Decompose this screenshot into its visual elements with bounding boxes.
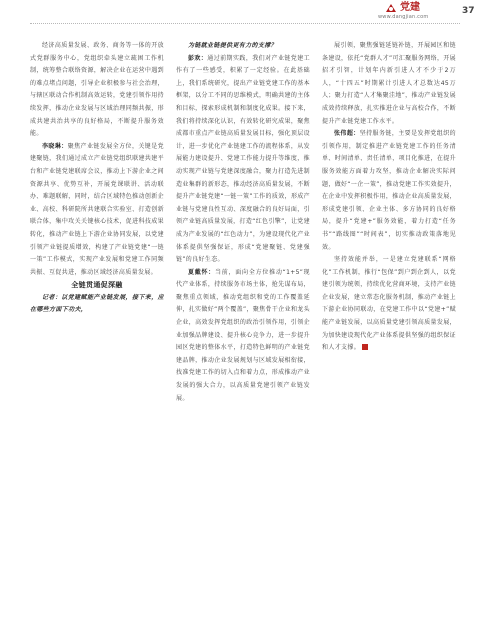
paragraph: [30, 141, 164, 280]
paragraph: 经济高质量发展、政务、商务等一体的开放式党群服务中心，党组织牵头建立疏困工作机制，统筹整合联络资源，解决企业在运营中遇到的难点堵点问题，引导企业积极参与社会治理，与辖区联动合作机制高效运转，党建引领作用持续发挥，推动企业发展与区域治理同频共振，形成共建共治共享的良好格局，不断提升服务效能。: [30, 42, 164, 138]
paragraph: [322, 128, 456, 254]
question-continuation: 为链就业链提供更有力的支撑？: [188, 42, 277, 49]
paragraph: [322, 254, 456, 355]
speaker-name: 李晓琳：: [42, 142, 68, 150]
header-divider: [30, 23, 460, 24]
magazine-url: www.dangjian.com: [378, 14, 429, 20]
paragraph-body: 坚持服务链，主要是发挥党组织的引领作用，制定推进产业链党建工作的任务清单、时间清单、责任清单，项目化推进，在提升服务效能方面着力攻坚，推动企业解决实际问题，做好“一企一策”，推动党建工作实效提升，在企业中发挥积极作用，推动企业高质量发展，形成党建引领、企业主体、多方协同的良好格局，提升“党建+”服务效能，着力打造“任务书”“路线图”“时间表”，切实推动政策落地见效。: [322, 130, 456, 251]
speaker-name: 夏戴怀：: [188, 268, 216, 276]
section-title: 全链贯通促深融: [71, 281, 123, 290]
magazine-logo: [384, 2, 420, 14]
paragraph: [30, 292, 164, 317]
column-2: [176, 40, 310, 405]
paragraph-body: 当前，面向全方位推动“1+5”现代产业体系，持续服务市场主体，抢先谋布局，聚焦重点领域，推动党组织和党的工作覆盖延伸，扎实做好“两个覆盖”，聚焦骨干企业和龙头企业，高效发挥党组织的政治引领作用，引领企业加强品牌建设、提升核心竞争力，进一步提升园区党建的整体水平，打造特色鲜明的产业链党建品牌，推动企业发展规划与区域发展相衔接，找准党建工作的切入点和着力点，形成推动产业发展的强大合力，以高质量党建引领产业链发展。: [176, 268, 310, 402]
paragraph-body: 以党建赋能产业链发展，接下来，应在哪些方面下功夫，: [30, 293, 164, 314]
paragraph: [176, 267, 310, 406]
page-header: [0, 0, 484, 22]
speaker-name: 彭欢：: [188, 54, 208, 62]
column-3: [322, 40, 456, 355]
party-emblem-icon: [384, 2, 398, 14]
magazine-logo-text: 党建: [400, 2, 420, 13]
paragraph-body: 坚持效能并举，一是建立党建联系“网格化”工作机制，推行“包保”到户到企到人，以党建引领为统领，持续优化营商环境，支持产业链企业发展，建立常态化服务机制，推动产业链上下游企业协同联动，在党建工作中以“党建+”赋能产业链发展，以高质量党建引领高质量发展，为加快建设现代化产业体系提供坚强的组织保证和人才支撑。: [322, 256, 456, 352]
paragraph-body: 聚焦产业链发展全方位，关键是党建聚链，我们通过成立产业链党组织联建共建平台和产业链党建联席会议，推动上下游企业之间资源共享、优势互补，开展党课联讲、活动联办、难题联解，同时，结合区域特色推动创新企业、高校、科研院所共建联合实验室、打造创新联合体，集中攻关关键核心技术，促进科技成果转化，推动产业链上下游企业协同发展，以党建引领产业链提质增效，构建了产业链党建“一链一策”工作模式，实现产业发展和党建工作同频共振、互促共进，推动区域经济高质量发展。: [30, 142, 164, 276]
paragraph-body: 通过前期实践，我们对产业链党建工作有了一些感受，积累了一定经验。在此基础上，我们系统研究，提出产业链党建工作的基本框架，以分工不同的思维模式，明确共建的主体和目标，探索形成机制和制度化成果。接下来，我们将持续深化认识，有效转化研究成果，聚焦成都市重点产业链高质量发展目标，强化顶层设计，进一步优化产业链建工作的流程体系，从发展能力建设提升、党建工作能力提升等维度，推动实现产业链与党建深度融合，聚力打造先进制造业集群的新形态，推动经济高质量发展，不断提升产业链党建“一链一策”工作的质效，形成产业链与党建良性互动、深度融合的良好局面，引领产业链高质量发展，打造“红色引擎”，让党建成为产业发展的“红色动力”，为建设现代化产业体系提供坚强保证，形成“党建聚链、党建强链”的良好生态。: [176, 54, 310, 264]
paragraph: 展引领，聚焦强链延链补链，开展园区和链条建设，依托“党群人才”可汇聚服务网络，开展招才引智，计划年内新引进人才不少于2万人，“十四五”时期累计引进人才总数达45万人；聚力打造“人才集聚洼地”，推动产业链发展成效持续释放，扎实推进企业与高校合作，不断提升产业链党建工作水平。: [322, 42, 456, 125]
page-number: 37: [462, 6, 475, 16]
speaker-name: 张伟超：: [334, 130, 360, 138]
paragraph: [176, 53, 310, 267]
speaker-name: 记者：: [42, 293, 62, 301]
article-end-mark: [362, 344, 368, 350]
column-1: [30, 40, 164, 317]
